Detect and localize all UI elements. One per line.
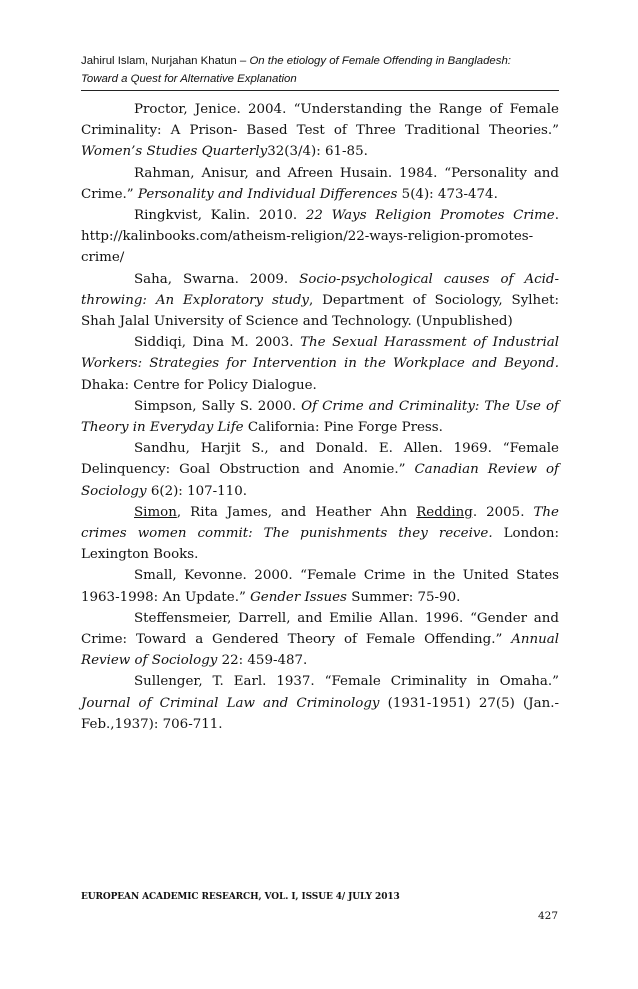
reference-text: Sandhu, Harjit S., and Donald. E. Allen. 1969. “Female Delinquency: Goal Obstruction and Anomie.” <box>81 441 559 478</box>
reference-text: , Rita James, and Heather Ahn <box>176 504 417 520</box>
reference-details: , Department of Sociology, Sylhet: Shah Jalal University of Science and Technology. (Unpublished) <box>81 292 559 330</box>
reference-details: 22: 459-487. <box>217 653 308 669</box>
reference-source: Of Crime and Criminality: The Use of Theory in Everyday Life <box>81 398 559 436</box>
reference-text: Steffensmeier, Darrell, and Emilie Allan. 1996. “Gender and Crime: Toward a Gendered Theory of Female Offending.” <box>81 610 559 648</box>
reference-sandhu <box>81 438 559 502</box>
reference-details: 6(2): 107-110. <box>146 483 247 499</box>
reference-source: Gender Issues <box>250 589 347 605</box>
header-title-part1: On the etiology of Female Offending in Bangladesh: <box>249 55 511 67</box>
running-header <box>81 52 561 88</box>
header-line-2 <box>81 70 561 88</box>
reference-proctor <box>81 99 559 163</box>
page-number: 427 <box>537 910 558 922</box>
reference-source: Annual Review of Sociology <box>81 632 559 669</box>
footer-journal: EUROPEAN ACADEMIC RESEARCH, VOL. I, ISSUE 4/ JULY 2013 <box>81 892 400 902</box>
reference-details: Summer: 75-90. <box>346 589 461 605</box>
reference-source: Personality and Individual Differences <box>137 186 398 202</box>
header-dash: – <box>236 55 250 67</box>
reference-details: 32(3/4): 61-85. <box>267 144 368 160</box>
reference-siddiqi <box>81 332 559 396</box>
reference-text: Siddiqi, Dina M. 2003. <box>134 335 301 351</box>
reference-source: 22 Ways Religion Promotes Crime <box>305 208 555 224</box>
reference-text: Ringkvist, Kalin. 2010. <box>134 208 306 224</box>
reference-source: The crimes women commit: The punishments they receive. <box>81 504 559 542</box>
reference-details: California: Pine Forge Press. <box>243 420 443 436</box>
reference-text: Saha, Swarna. 2009. <box>134 271 300 287</box>
header-rule <box>81 90 559 91</box>
reference-author-redding: Redding <box>416 504 473 520</box>
reference-rahman <box>81 163 559 205</box>
reference-url[interactable]: . http://kalinbooks.com/atheism-religion/22-ways-religion-promotes-crime/ <box>81 208 559 266</box>
reference-text: Simpson, Sally S. 2000. <box>134 398 302 414</box>
reference-small <box>81 565 559 607</box>
header-authors: Jahirul Islam, Nurjahan Khatun <box>81 55 237 67</box>
reference-author-simon: Simon <box>134 504 177 520</box>
references-list <box>81 99 559 735</box>
reference-text: Sullenger, T. Earl. 1937. “Female Criminality in Omaha.” <box>134 674 559 690</box>
reference-details: London: Lexington Books. <box>81 526 559 563</box>
reference-year: . 2005. <box>472 504 534 520</box>
reference-simon <box>81 502 559 566</box>
reference-steffensmeier <box>81 608 559 672</box>
reference-saha <box>81 269 559 333</box>
reference-source: Socio-psychological causes of Acid-throwing: An Exploratory study <box>81 271 560 308</box>
reference-details: 5(4): 473-474. <box>397 186 498 202</box>
reference-text: Proctor, Jenice. 2004. “Understanding the Range of Female Criminality: A Prison- Based Test of Three Traditional Theories.” <box>81 102 559 139</box>
reference-source: Journal of Criminal Law and Criminology <box>81 695 380 711</box>
reference-ringkvist <box>81 205 559 269</box>
reference-details: Dhaka: Centre for Policy Dialogue. <box>81 377 317 393</box>
header-title-part2: Toward a Quest for Alternative Explanation <box>81 73 297 85</box>
reference-details: (1931-1951) 27(5) (Jan.-Feb.,1937): 706-711. <box>81 695 560 732</box>
reference-text: Small, Kevonne. 2000. “Female Crime in the United States 1963-1998: An Update.” <box>81 568 559 605</box>
reference-sullenger <box>81 671 559 735</box>
reference-simpson <box>81 396 559 438</box>
reference-text: Rahman, Anisur, and Afreen Husain. 1984. “Personality and Crime.” <box>81 165 559 202</box>
header-line-1 <box>81 52 561 70</box>
reference-source: The Sexual Harassment of Industrial Workers: Strategies for Intervention in the Workplace and Beyond. <box>81 335 559 372</box>
reference-source: Canadian Review of Sociology <box>81 462 559 499</box>
reference-source: Women’s Studies Quarterly <box>81 144 268 160</box>
